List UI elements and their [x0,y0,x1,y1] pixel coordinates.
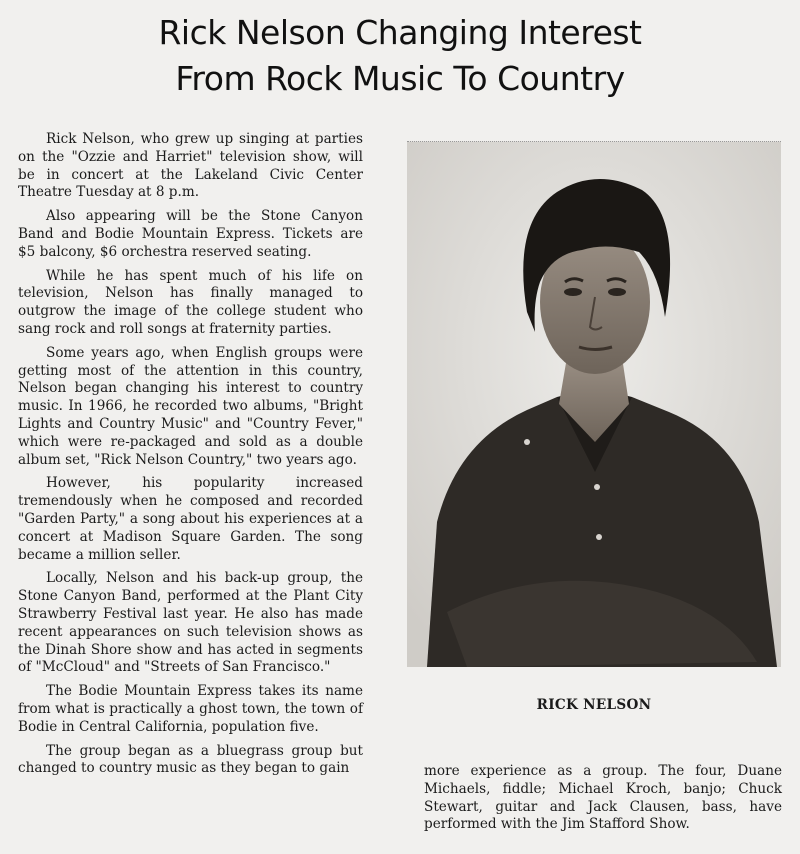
article-paragraph: Locally, Nelson and his back-up group, the Stone Canyon Band, performed at the Plant City Strawberry Festival last year. He also has made recent appearances on such television shows as the Dinah Shore show and has acted in segments of "McCloud" and "Streets of San Francisco." [18,570,363,676]
headline [0,10,800,102]
article-right-column [424,763,782,834]
article-paragraph: The Bodie Mountain Express takes its name from what is practically a ghost town, the town of Bodie in Central California, population five. [18,683,363,735]
article-paragraph: While he has spent much of his life on television, Nelson has finally managed to outgrow the image of the college student who sang rock and roll songs at fraternity parties. [18,267,363,337]
article-paragraph: Also appearing will be the Stone Canyon Band and Bodie Mountain Express. Tickets are $5 balcony, $6 orchestra reserved seating. [18,208,363,260]
article-paragraph: The group began as a bluegrass group but changed to country music as they began to gain [18,742,363,777]
portrait-photo [407,141,781,667]
article-left-column [18,131,363,784]
article-paragraph: Some years ago, when English groups were getting most of the attention in this country, Nelson began changing his interest to country music. In 1966, he recorded two albums, "Bright Lights and Country Music" and "Country Fever," which were re-packaged and sold as a double album set, "Rick Nelson Country," two years ago. [18,344,363,468]
right-eye [608,288,626,296]
article-continuation: more experience as a group. The four, Duane Michaels, fiddle; Michael Kroch, banjo; Chuck Stewart, guitar and Jack Clausen, bass, have performed with the Jim Stafford Show. [424,763,782,833]
photo-caption: RICK NELSON [536,697,652,713]
article-paragraph: Rick Nelson, who grew up singing at parties on the "Ozzie and Harriet" television show, will be in concert at the Lakeland Civic Center Theatre Tuesday at 8 p.m. [18,131,363,201]
portrait-illustration [407,142,781,667]
headline-line-1: Rick Nelson Changing Interest [158,13,642,52]
shirt-button [594,484,600,490]
shirt-button [596,534,602,540]
headline-line-2: From Rock Music To Country [175,59,625,98]
pocket-button [524,439,530,445]
article-paragraph: However, his popularity increased tremendously when he composed and recorded "Garden Party," a song about his experiences at a concert at Madison Square Garden. The song became a million seller. [18,475,363,563]
left-eye [564,288,582,296]
